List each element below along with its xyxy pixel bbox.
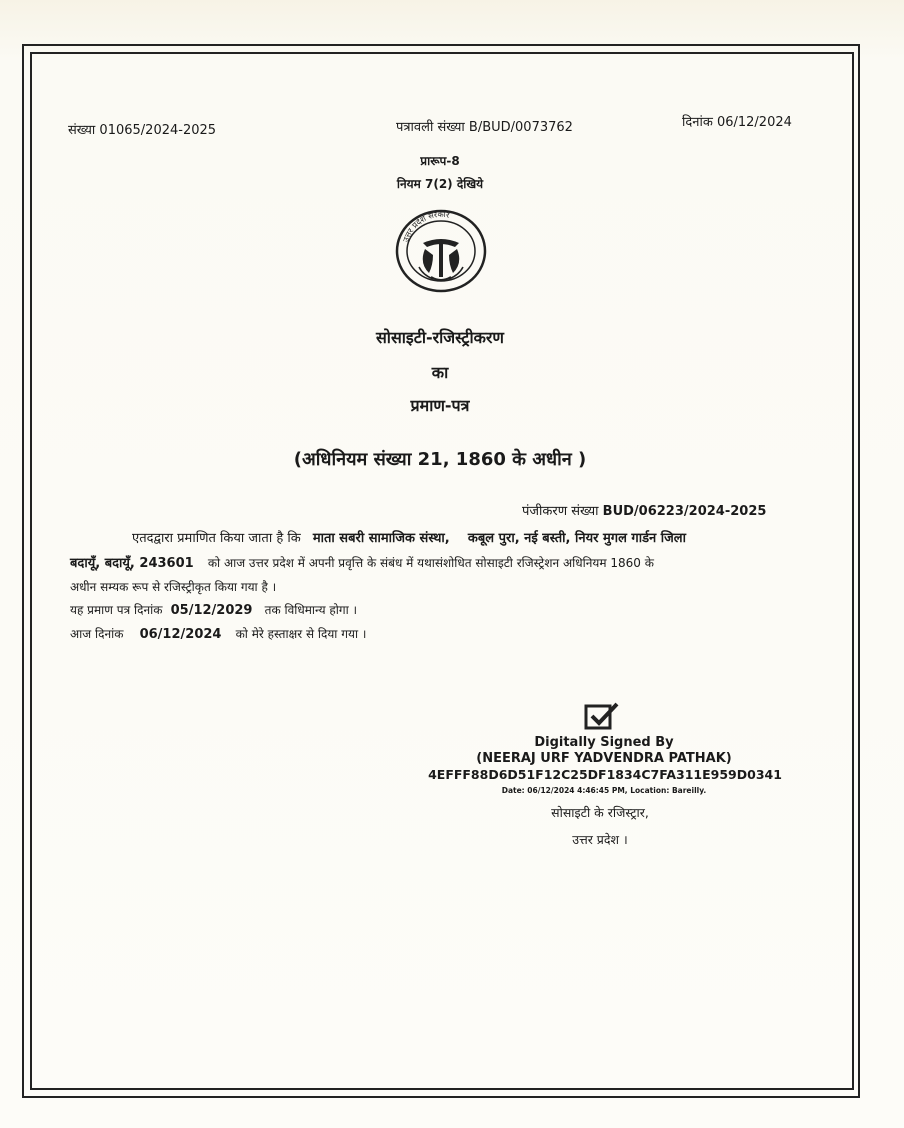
given-date: 06/12/2024 — [139, 627, 222, 642]
registrar-designation: सोसाइटी के रजिस्ट्रार, — [551, 805, 649, 820]
check-icon — [584, 701, 620, 731]
given-line — [70, 623, 830, 646]
validity-suffix: तक विधिमान्य होगा । — [264, 603, 358, 617]
registration-value: BUD/06223/2024-2025 — [602, 504, 767, 519]
registration-number — [522, 501, 766, 519]
body-line-2 — [70, 552, 830, 575]
certificate-title-line1: सोसाइटी-रजिस्ट्रीकरण — [375, 328, 505, 347]
validity-prefix: यह प्रमाण पत्र दिनांक — [70, 603, 163, 617]
body-line-1 — [70, 528, 830, 550]
signer-name: (NEERAJ URF YADVENDRA PATHAK) — [476, 751, 732, 766]
file-number: पत्रावली संख्या B/BUD/0073762 — [396, 120, 573, 135]
validity-line — [70, 599, 830, 622]
certificate-title-line2: का — [431, 363, 449, 382]
form-number: प्रारूप-8 — [420, 154, 460, 168]
rule-reference: नियम 7(2) देखिये — [396, 177, 484, 191]
act-reference: (अधिनियम संख्या 21, 1860 के अधीन ) — [293, 449, 587, 470]
certificate-title-line3: प्रमाण-पत्र — [410, 396, 470, 415]
society-address: कबूल पुरा, नई बस्ती, नियर मुगल गार्डन जिला — [467, 531, 686, 546]
certification-intro: एतदद्वारा प्रमाणित किया जाता है कि — [132, 531, 301, 546]
registration-statement: को आज उत्तर प्रदेश में अपनी प्रवृत्ति के संबंध में यथासंशोधित सोसाइटी रजिस्ट्रेशन अधिनियम 1860 के — [207, 556, 654, 570]
signature-hash: 4EFFF88D6D51F12C25DF1834C7FA311E959D0341 — [428, 767, 782, 782]
signature-meta: Date: 06/12/2024 4:46:45 PM, Location: Bareilly. — [501, 786, 707, 795]
registration-label: पंजीकरण संख्या — [522, 504, 599, 519]
society-name: माता सबरी सामाजिक संस्था, — [312, 531, 450, 546]
document-number: संख्या 01065/2024-2025 — [68, 123, 217, 138]
validity-date: 05/12/2029 — [170, 603, 253, 618]
registrar-state: उत्तर प्रदेश । — [572, 832, 628, 847]
given-suffix: को मेरे हस्ताक्षर से दिया गया । — [235, 627, 367, 641]
digitally-signed-label: Digitally Signed By — [534, 735, 674, 750]
given-prefix: आज दिनांक — [70, 627, 124, 641]
issue-date: दिनांक 06/12/2024 — [682, 115, 792, 130]
body-line-3: अधीन सम्यक रूप से रजिस्ट्रीकृत किया गया है । — [70, 580, 277, 594]
society-address-district: बदायूँ, बदायूँ, 243601 — [70, 556, 194, 571]
svg-text:उत्तर प्रदेश सरकार: उत्तर प्रदेश सरकार — [401, 209, 451, 244]
up-government-emblem-icon — [389, 205, 493, 297]
